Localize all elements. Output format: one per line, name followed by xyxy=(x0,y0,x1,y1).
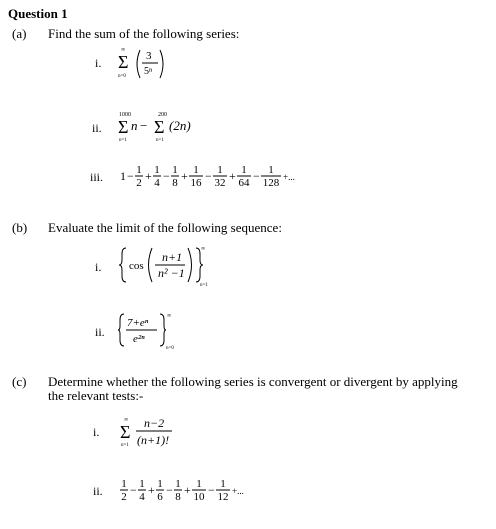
series-denominator: 4 xyxy=(154,177,160,189)
item-b-ii-label: ii. xyxy=(95,325,105,339)
series-sign: + xyxy=(181,169,188,183)
series-sign: +... xyxy=(232,486,244,496)
section-a-label: (a) xyxy=(12,26,27,41)
formula-a-ii xyxy=(116,110,226,146)
left-brace xyxy=(119,248,126,282)
section-a-instruction: Find the sum of the following series: xyxy=(48,26,240,41)
series-denominator: 8 xyxy=(172,177,178,189)
sum2-lower: n=1 xyxy=(156,138,164,143)
left-paren xyxy=(137,50,140,78)
series-ellipsis: +... xyxy=(283,172,295,182)
frac-den: 5ⁿ xyxy=(144,66,153,77)
series-lead-term: 1 xyxy=(120,169,126,183)
series-numerator: 1 xyxy=(121,478,127,490)
series-denominator: 6 xyxy=(157,491,163,503)
seq-upper: ∞ xyxy=(167,313,172,319)
item-c-ii-label: ii. xyxy=(93,484,103,498)
series-denominator: 4 xyxy=(139,491,145,503)
seq-upper: ∞ xyxy=(201,246,206,252)
seq-lower: n=0 xyxy=(166,346,174,351)
seq-lower: n=1 xyxy=(200,283,208,288)
cos-func: cos xyxy=(129,260,144,272)
section-b-instruction: Evaluate the limit of the following sequence: xyxy=(48,220,282,235)
series-sign: − xyxy=(253,169,260,183)
sum2-upper: 200 xyxy=(158,112,167,118)
series-sign: + xyxy=(148,483,155,497)
series-sign: − xyxy=(205,169,212,183)
series-sign: − xyxy=(163,169,170,183)
sigma2: Σ xyxy=(154,117,165,137)
series-numerator: 1 xyxy=(193,164,199,176)
series-denominator: 2 xyxy=(136,177,142,189)
series-denominator: 2 xyxy=(121,491,127,503)
series-denominator: 128 xyxy=(262,177,280,189)
sigma-symbol: Σ xyxy=(120,422,131,442)
series-denominator: 10 xyxy=(193,491,205,503)
right-paren xyxy=(160,50,163,78)
formula-b-ii xyxy=(118,310,188,352)
series-sign: + xyxy=(145,169,152,183)
series-numerator: 1 xyxy=(241,164,247,176)
frac-num: 7+eⁿ xyxy=(127,317,149,329)
series-sign: − xyxy=(130,483,137,497)
series-numerator: 1 xyxy=(196,478,202,490)
sum1-upper: 1000 xyxy=(119,112,131,118)
sum-upper: ∞ xyxy=(121,47,126,53)
term-n: n xyxy=(131,118,138,133)
item-a-i-label: i. xyxy=(95,56,102,70)
term-2n: (2n) xyxy=(169,118,191,133)
formula-a-i xyxy=(118,42,188,84)
series-denominator: 64 xyxy=(238,177,250,189)
sum1-lower: n=1 xyxy=(119,138,127,143)
formula-c-ii xyxy=(118,474,258,506)
series-numerator: 1 xyxy=(172,164,178,176)
series-sign: + xyxy=(229,169,236,183)
frac-den: n² −1 xyxy=(158,266,185,280)
formula-b-i xyxy=(118,242,208,288)
series-numerator: 1 xyxy=(268,164,274,176)
sigma1: Σ xyxy=(118,117,129,137)
series-numerator: 1 xyxy=(217,164,223,176)
frac-num: n+1 xyxy=(162,250,183,264)
section-b-label: (b) xyxy=(12,220,28,235)
sum-lower: n=0 xyxy=(118,74,126,79)
sum-upper: ∞ xyxy=(124,417,129,423)
right-brace xyxy=(196,246,206,282)
series-numerator: 1 xyxy=(220,478,226,490)
series-denominator: 16 xyxy=(190,177,202,189)
series-sign: − xyxy=(208,483,215,497)
item-c-i-label: i. xyxy=(93,425,100,439)
series-numerator: 1 xyxy=(154,164,160,176)
sum-lower: n=1 xyxy=(121,443,129,448)
left-brace xyxy=(118,314,124,346)
series-sign: − xyxy=(166,483,173,497)
frac-num: 3 xyxy=(146,50,152,62)
item-b-i-label: i. xyxy=(95,260,102,274)
series-numerator: 1 xyxy=(175,478,181,490)
item-a-iii-label: iii. xyxy=(90,170,104,184)
minus-sign: − xyxy=(140,118,148,133)
frac-num: n−2 xyxy=(144,416,165,430)
right-brace xyxy=(160,314,166,346)
series-numerator: 1 xyxy=(136,164,142,176)
series-numerator: 1 xyxy=(139,478,145,490)
frac-den: (n+1)! xyxy=(137,433,170,447)
series-denominator: 32 xyxy=(214,177,226,189)
section-c-instruction-1: Determine whether the following series is convergent or divergent by applying xyxy=(48,374,458,389)
series-sign: + xyxy=(184,483,191,497)
series-sign: − xyxy=(127,169,134,183)
series-denominator: 12 xyxy=(217,491,229,503)
right-paren xyxy=(188,248,192,282)
sigma-symbol: Σ xyxy=(118,52,129,72)
section-c-instruction-2: the relevant tests:- xyxy=(48,388,144,403)
left-paren xyxy=(149,248,153,282)
formula-c-i xyxy=(118,414,198,454)
question-title: Question 1 xyxy=(8,6,68,21)
formula-a-iii xyxy=(118,160,298,192)
frac-den: e²ⁿ xyxy=(133,333,145,345)
section-c-label: (c) xyxy=(12,374,27,389)
item-a-ii-label: ii. xyxy=(92,121,102,135)
series-numerator: 1 xyxy=(157,478,163,490)
series-denominator: 8 xyxy=(175,491,181,503)
